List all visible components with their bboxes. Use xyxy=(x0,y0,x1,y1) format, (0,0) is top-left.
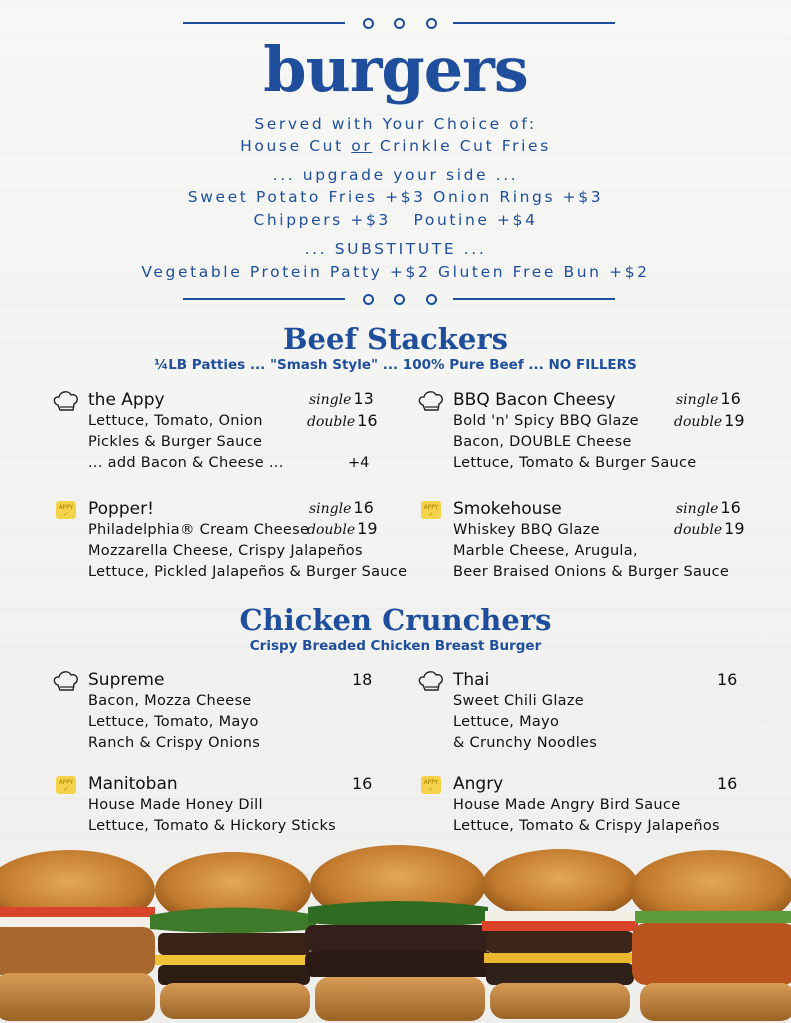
item-price: 16 xyxy=(717,670,738,689)
svg-text:✓: ✓ xyxy=(63,511,69,518)
top-divider xyxy=(183,16,615,30)
svg-text:APPY: APPY xyxy=(58,779,74,786)
svg-text:✓: ✓ xyxy=(428,511,434,518)
item-price: 16 xyxy=(717,774,738,793)
price-single: single 16 xyxy=(309,498,374,517)
chef-hat-icon xyxy=(417,389,445,413)
item-name: Thai xyxy=(453,670,490,690)
chicken-section-title: Chicken Crunchers xyxy=(239,603,552,637)
price-double: double 19 xyxy=(307,519,378,538)
item-desc-line: Sweet Chili Glaze xyxy=(453,693,584,709)
item-price: 18 xyxy=(352,670,373,689)
sides-line2: House Cut or Crinkle Cut Fries xyxy=(240,137,551,155)
item-name: Popper! xyxy=(88,499,154,519)
item-name: Supreme xyxy=(88,670,165,690)
chef-hat-icon xyxy=(52,389,80,413)
substitute-line: Vegetable Protein Patty +$2 Gluten Free Bun +$2 xyxy=(141,263,650,281)
item-desc-line: Lettuce, Pickled Jalapeños & Burger Sauce xyxy=(88,564,408,580)
burger-image xyxy=(0,850,155,1021)
item-desc-line: Philadelphia® Cream Cheese xyxy=(88,522,310,538)
item-desc-line: House Made Honey Dill xyxy=(88,797,263,813)
price-single: single 13 xyxy=(309,389,374,408)
chicken-section-subtitle: Crispy Breaded Chicken Breast Burger xyxy=(249,638,542,654)
upgrade-line2: Chippers +$3 Poutine +$4 xyxy=(253,211,538,229)
item-name: BBQ Bacon Cheesy xyxy=(453,390,616,410)
item-desc-line: Bacon, Mozza Cheese xyxy=(88,693,252,709)
burger-image xyxy=(150,852,316,1019)
item-desc-line: Lettuce, Tomato & Burger Sauce xyxy=(453,455,697,471)
appy-award-icon xyxy=(52,773,80,797)
burger-image xyxy=(482,849,638,1019)
upgrade-header: ... upgrade your side ... xyxy=(272,166,519,184)
appy-award-icon xyxy=(52,498,80,522)
price-double: double 19 xyxy=(674,411,745,430)
sides-line1: Served with Your Choice of: xyxy=(254,115,537,133)
item-desc-line: Lettuce, Tomato, Mayo xyxy=(88,714,259,730)
page-title: burgers xyxy=(263,33,528,106)
item-desc-line: Marble Cheese, Arugula, xyxy=(453,543,638,559)
item-desc-line: & Crunchy Noodles xyxy=(453,735,598,751)
bottom-divider xyxy=(183,292,615,306)
burger-photos xyxy=(0,845,791,1023)
beef-section-subtitle: ¼LB Patties ... "Smash Style" ... 100% Pure Beef ... NO FILLERS xyxy=(154,357,637,373)
item-desc-line: Bacon, DOUBLE Cheese xyxy=(453,434,632,450)
item-name: the Appy xyxy=(88,390,165,410)
price-single: single 16 xyxy=(676,498,741,517)
item-desc-line: ... add Bacon & Cheese ... xyxy=(88,455,284,471)
upgrade-line1: Sweet Potato Fries +$3 Onion Rings +$3 xyxy=(187,188,604,206)
beef-section-title: Beef Stackers xyxy=(283,322,508,356)
item-desc-line: Pickles & Burger Sauce xyxy=(88,434,263,450)
appy-award-icon xyxy=(417,498,445,522)
item-desc-line: Whiskey BBQ Glaze xyxy=(453,522,600,538)
appy-award-icon xyxy=(417,773,445,797)
item-desc-line: Mozzarella Cheese, Crispy Jalapeños xyxy=(88,543,363,559)
svg-text:APPY: APPY xyxy=(423,779,439,786)
item-desc-line: Lettuce, Tomato & Hickory Sticks xyxy=(88,818,337,834)
item-desc-line: Beer Braised Onions & Burger Sauce xyxy=(453,564,730,580)
item-desc-line: Lettuce, Tomato & Crispy Jalapeños xyxy=(453,818,720,834)
chef-hat-icon xyxy=(417,669,445,693)
burger-image xyxy=(305,845,493,1021)
item-name: Angry xyxy=(453,774,504,794)
burger-image xyxy=(630,850,791,1021)
item-desc-line: Lettuce, Mayo xyxy=(453,714,560,730)
price-single: single 16 xyxy=(676,389,741,408)
item-desc-line: Ranch & Crispy Onions xyxy=(88,735,261,751)
item-desc-line: Lettuce, Tomato, Onion xyxy=(88,413,263,429)
item-name: Smokehouse xyxy=(453,499,562,519)
addon-price: +4 xyxy=(348,455,370,471)
svg-text:✓: ✓ xyxy=(428,786,434,793)
price-double: double 19 xyxy=(674,519,745,538)
substitute-header: ... SUBSTITUTE ... xyxy=(304,240,487,258)
item-desc-line: House Made Angry Bird Sauce xyxy=(453,797,681,813)
item-price: 16 xyxy=(352,774,373,793)
svg-text:APPY: APPY xyxy=(423,504,439,511)
svg-text:✓: ✓ xyxy=(63,786,69,793)
svg-text:APPY: APPY xyxy=(58,504,74,511)
item-desc-line: Bold 'n' Spicy BBQ Glaze xyxy=(453,413,639,429)
chef-hat-icon xyxy=(52,669,80,693)
price-double: double 16 xyxy=(307,411,378,430)
item-name: Manitoban xyxy=(88,774,178,794)
